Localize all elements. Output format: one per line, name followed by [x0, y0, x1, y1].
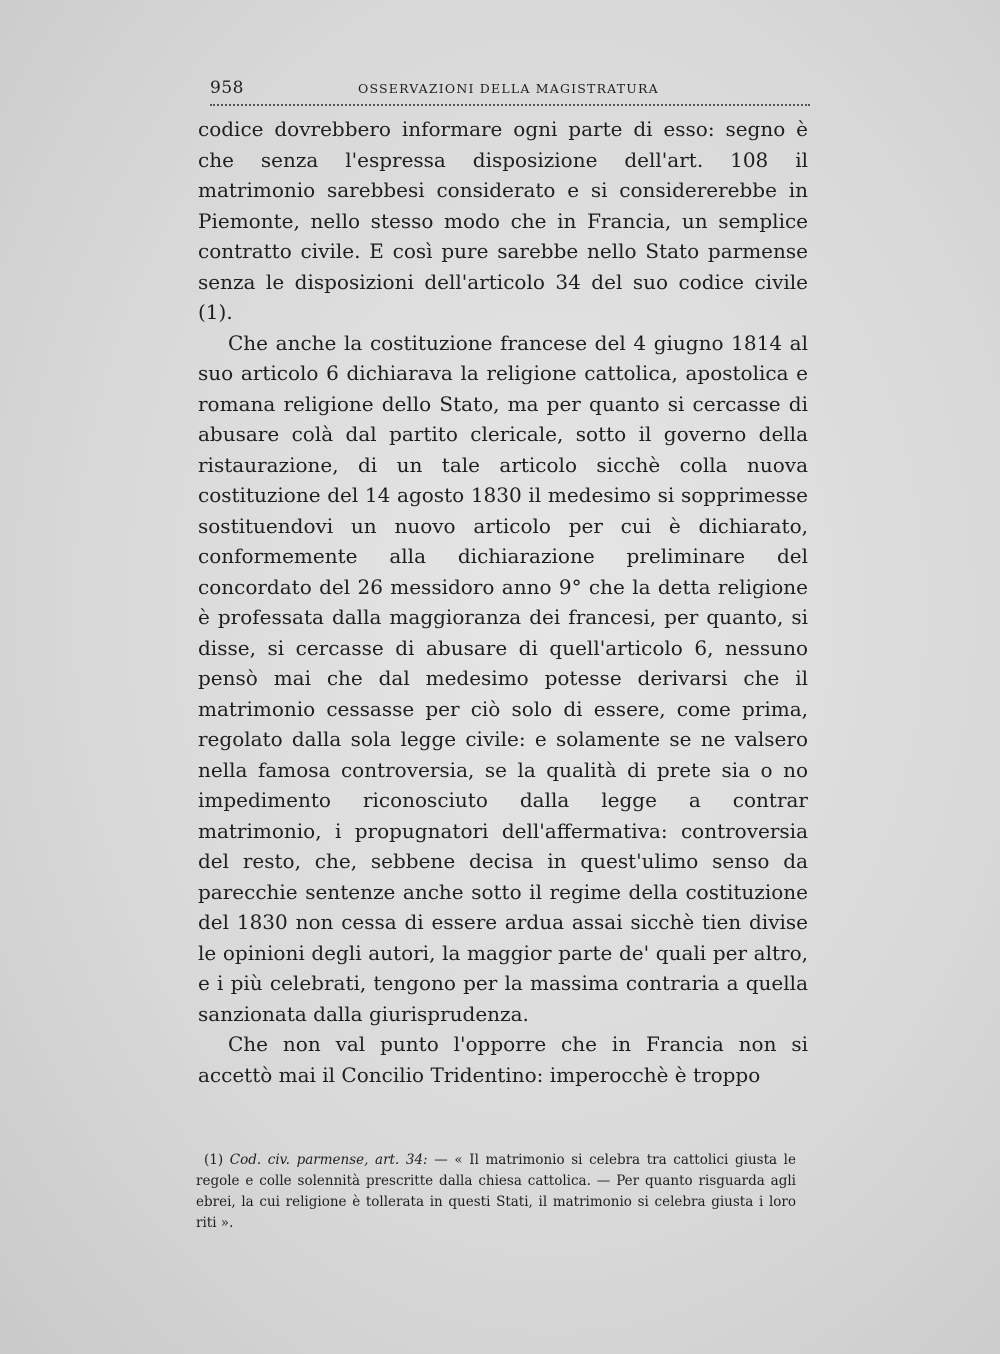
header-rule [210, 104, 810, 106]
running-title: OSSERVAZIONI DELLA MAGISTRATURA [358, 81, 659, 96]
footnote-reference: Cod. civ. parmense, art. 34: [229, 1152, 428, 1168]
footnote-text: — « Il matrimonio si celebra tra cattolici giusta le regole e colle solennità prescritte dalla chiesa cattolica. — Per quanto risguarda agli ebrei, la cui religione è tollerata in questi Stati, il matrimonio si celebra giusta i loro riti ». [196, 1152, 796, 1231]
footnote [196, 1150, 796, 1234]
body-text [198, 114, 808, 1090]
paragraph: Che non val punto l'opporre che in Francia non si accettò mai il Concilio Tridentino: imperocchè è troppo [198, 1032, 808, 1087]
page-header [210, 78, 810, 106]
page-number: 958 [210, 78, 244, 98]
paragraph: Che anche la costituzione francese del 4 giugno 1814 al suo articolo 6 dichiarava la religione cattolica, apostolica e romana religione dello Stato, ma per quanto si cercasse di abusare colà dal partito clericale, sotto il governo della ristaurazione, di un tale articolo sicchè colla nuova costituzione del 14 agosto 1830 il medesimo si sopprimesse sostituendovi un nuovo articolo per cui è dichiarato, conformemente alla dichiarazione preliminare del concordato del 26 messidoro anno 9° che la detta religione è professata dalla maggioranza dei francesi, per quanto, si disse, si cercasse di abusare di quell'articolo 6, nessuno pensò mai che dal medesimo potesse derivarsi che il matrimonio cessasse per ciò solo di essere, come prima, regolato dalla sola legge civile: e solamente se ne valsero nella famosa controversia, se la qualità di prete sia o no impedimento riconosciuto dalla legge a contrar matrimonio, i propugnatori dell'affermativa: controversia del resto, che, sebbene decisa in quest'ulimo senso da parecchie sentenze anche sotto il regime della costituzione del 1830 non cessa di essere ardua assai sicchè tien divise le opinioni degli autori, la maggior parte de' quali per altro, e i più celebrati, tengono per la massima contraria a quella sanzionata dalla giurisprudenza. [198, 330, 808, 1026]
footnote-marker: (1) [204, 1152, 224, 1168]
paragraph: codice dovrebbero informare ogni parte di esso: segno è che senza l'espressa disposizione dell'art. 108 il matrimonio sarebbesi considerato e si considererebbe in Piemonte, nello stesso modo che in Francia, un semplice contratto civile. E così pure sarebbe nello Stato parmense senza le disposizioni dell'articolo 34 del suo codice civile (1). [198, 117, 808, 324]
